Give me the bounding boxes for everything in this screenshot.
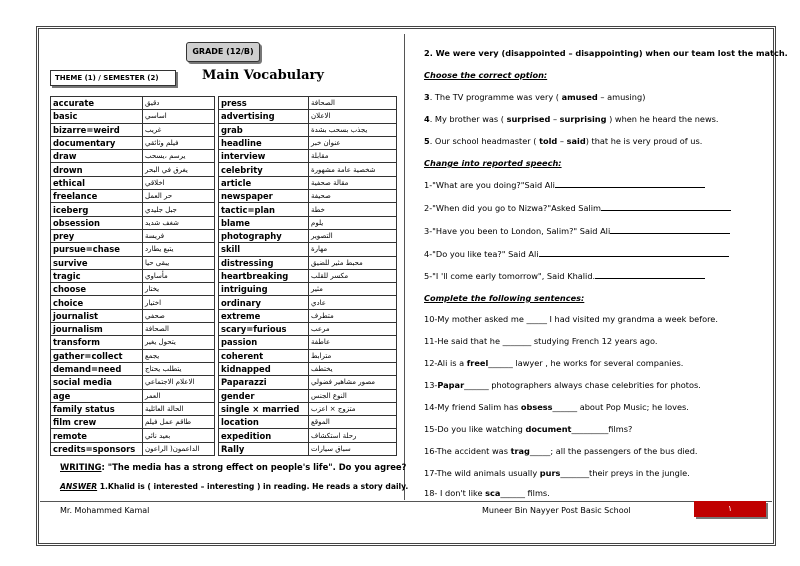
vocab-meaning: مكسر للقلب (309, 269, 397, 282)
reported-5: 5-"I 'll come early tomorrow", Said Khalid. (424, 271, 705, 281)
vocab-meaning: يجذب بسحب بشدة (309, 123, 397, 136)
vocab-meaning: شغف شديد (143, 216, 215, 229)
vocab-meaning: العمر (143, 389, 215, 402)
vocab-word: transform (51, 336, 143, 349)
vocab-word: location (219, 416, 309, 429)
vocab-word: blame (219, 216, 309, 229)
vocab-meaning: يبقى حيا (143, 256, 215, 269)
vocab-meaning: مقابلة (309, 150, 397, 163)
vocab-word: expedition (219, 429, 309, 442)
vocab-meaning: خطة (309, 203, 397, 216)
vocab-row (51, 150, 397, 163)
question-4: 4. My brother was ( surprised – surprising ) when he heard the news. (424, 114, 719, 124)
question-3: 3. The TV programme was very ( amused – amusing) (424, 92, 646, 102)
vocab-meaning: يختار (143, 283, 215, 296)
vocab-meaning: يجمع (143, 349, 215, 362)
vocabulary-table (50, 96, 397, 456)
vocab-word: scary=furious (219, 323, 309, 336)
vocab-meaning: مثير (309, 283, 397, 296)
question-2: 2. We were very (disappointed – disappointing) when our team lost the match. (424, 48, 788, 58)
vocab-meaning: متزوج × اعزب (309, 402, 397, 415)
vocab-word: choose (51, 283, 143, 296)
vocab-meaning: الصحافة (143, 323, 215, 336)
vocab-meaning: رحلة استكشاف (309, 429, 397, 442)
vocab-word: coherent (219, 349, 309, 362)
vocab-word: interview (219, 150, 309, 163)
vocab-word: Paparazzi (219, 376, 309, 389)
vocab-meaning: التصوير (309, 229, 397, 242)
vocab-word: family status (51, 402, 143, 415)
vocab-meaning: يلوم (309, 216, 397, 229)
reported-heading: Change into reported speech: (424, 158, 562, 168)
vocab-meaning: غريب (143, 123, 215, 136)
vocab-word: prey (51, 229, 143, 242)
vocab-row (51, 163, 397, 176)
vocab-row (51, 296, 397, 309)
school-name: Muneer Bin Nayyer Post Basic School (482, 506, 631, 515)
vocab-word: accurate (51, 97, 143, 110)
vocab-word: single × married (219, 402, 309, 415)
vocab-meaning: الاعلان (309, 110, 397, 123)
vocab-meaning: يتطلب يحتاج (143, 362, 215, 375)
vocab-word: draw (51, 150, 143, 163)
vocab-row (51, 136, 397, 149)
vocab-word: gather=collect (51, 349, 143, 362)
vocab-row (51, 389, 397, 402)
vocab-word: survive (51, 256, 143, 269)
vocab-row (51, 269, 397, 282)
vocab-word: choice (51, 296, 143, 309)
vocab-meaning: يختطف (309, 362, 397, 375)
vocab-word: ordinary (219, 296, 309, 309)
reported-4: 4-"Do you like tea?" Said Ali (424, 249, 729, 259)
vocab-row (51, 309, 397, 322)
vocab-word: grab (219, 123, 309, 136)
vocab-word: celebrity (219, 163, 309, 176)
sentence-17: 17-The wild animals usually purs_______their preys in the jungle. (424, 468, 690, 478)
vocab-meaning: مصور مشاهير فضولي (309, 376, 397, 389)
vocab-row (51, 229, 397, 242)
vocab-meaning: اختيار (143, 296, 215, 309)
vocab-meaning: سباق سيارات (309, 442, 397, 455)
vocab-meaning: اساسي (143, 110, 215, 123)
vocab-meaning: متطرف (309, 309, 397, 322)
sentence-16: 16-The accident was trag_____; all the passengers of the bus died. (424, 446, 698, 456)
vocab-word: intriguing (219, 283, 309, 296)
vocab-word: advertising (219, 110, 309, 123)
vocab-meaning: صحفي (143, 309, 215, 322)
sentence-12: 12-Ali is a freel______ lawyer , he works for several companies. (424, 358, 684, 368)
vocab-row (51, 256, 397, 269)
vocab-meaning: الاعلام الاجتماعي (143, 376, 215, 389)
vocab-meaning: الداعمون( الراعون (143, 442, 215, 455)
theme-label: THEME (1) / SEMESTER (2) (50, 70, 176, 86)
vocab-word: photography (219, 229, 309, 242)
vocab-word: obsession (51, 216, 143, 229)
vocab-meaning: الصحافة (309, 97, 397, 110)
vocab-meaning: جبل جليدي (143, 203, 215, 216)
vocab-row (51, 323, 397, 336)
writing-label: WRITING (60, 462, 102, 472)
vocab-word: tactic=plan (219, 203, 309, 216)
vocab-word: Rally (219, 442, 309, 455)
reported-1: 1-"What are you doing?"Said Ali (424, 180, 705, 190)
sentence-11: 11-He said that he _______ studying French 12 years ago. (424, 336, 658, 346)
vocab-word: drown (51, 163, 143, 176)
vocab-meaning: فيلم وثائقي (143, 136, 215, 149)
vocab-row (51, 110, 397, 123)
writing-text: : "The media has a strong effect on people's life". Do you agree? (101, 462, 407, 472)
vocab-row (51, 376, 397, 389)
writing-prompt (60, 462, 406, 472)
vocab-word: documentary (51, 136, 143, 149)
choose-heading: Choose the correct option: (424, 70, 548, 80)
answer-line (60, 482, 408, 491)
vocab-row (51, 283, 397, 296)
complete-heading: Complete the following sentences: (424, 293, 585, 303)
sentence-18: 18- I don't like sca______ films. (424, 488, 550, 498)
sentence-14: 14-My friend Salim has obsess______ about Pop Music; he loves. (424, 402, 689, 412)
reported-3: 3-"Have you been to London, Salim?" Said Ali (424, 226, 730, 236)
vocab-row (51, 97, 397, 110)
column-divider (404, 34, 405, 500)
sentence-13: 13-Papar______ photographers always chase celebrities for photos. (424, 380, 701, 390)
sentence-15: 15-Do you like watching document_________films? (424, 424, 633, 434)
vocab-word: gender (219, 389, 309, 402)
vocab-row (51, 190, 397, 203)
vocab-meaning: الحالة العائلية (143, 402, 215, 415)
vocab-word: passion (219, 336, 309, 349)
vocab-meaning: مقالة صحفية (309, 176, 397, 189)
vocab-row (51, 362, 397, 375)
vocab-word: distressing (219, 256, 309, 269)
vocab-word: social media (51, 376, 143, 389)
vocab-word: age (51, 389, 143, 402)
vocab-meaning: شخصية عامة مشهورة (309, 163, 397, 176)
vocab-word: press (219, 97, 309, 110)
vocab-row (51, 216, 397, 229)
vocab-meaning: يغرق في البحر (143, 163, 215, 176)
vocab-meaning: دقيق (143, 97, 215, 110)
answer-label: ANSWER (60, 482, 98, 491)
vocab-meaning: بعيد نائي (143, 429, 215, 442)
vocab-meaning: عنوان خبر (309, 136, 397, 149)
vocab-row (51, 349, 397, 362)
vocab-word: headline (219, 136, 309, 149)
vocab-meaning: عاطفة (309, 336, 397, 349)
vocab-word: journalist (51, 309, 143, 322)
vocab-meaning: يتحول يغير (143, 336, 215, 349)
vocab-meaning: طاقم عمل فيلم (143, 416, 215, 429)
vocab-word: remote (51, 429, 143, 442)
vocab-meaning: صحيفة (309, 190, 397, 203)
footer-rule (40, 501, 772, 502)
vocab-word: credits=sponsors (51, 442, 143, 455)
vocab-word: tragic (51, 269, 143, 282)
vocab-meaning: عادي (309, 296, 397, 309)
vocab-row (51, 123, 397, 136)
vocab-meaning: الموقع (309, 416, 397, 429)
answer-text: 1.Khalid is ( interested – interesting ) in reading. He reads a story daily. (97, 482, 409, 491)
vocab-row (51, 176, 397, 189)
vocab-word: extreme (219, 309, 309, 322)
vocab-row (51, 402, 397, 415)
vocab-meaning: فريسة (143, 229, 215, 242)
page-number: ١ (694, 501, 766, 517)
vocab-meaning: مرعب (309, 323, 397, 336)
vocab-word: film crew (51, 416, 143, 429)
vocab-row (51, 416, 397, 429)
vocab-word: freelance (51, 190, 143, 203)
vocab-meaning: حر العمل (143, 190, 215, 203)
question-5: 5. Our school headmaster ( told – said) that he is very proud of us. (424, 136, 703, 146)
vocab-word: demand=need (51, 362, 143, 375)
vocab-meaning: محبط مثير للضيق (309, 256, 397, 269)
vocab-meaning: مترابط (309, 349, 397, 362)
sentence-10: 10-My mother asked me _____ I had visited my grandma a week before. (424, 314, 718, 324)
vocab-row (51, 203, 397, 216)
vocab-word: skill (219, 243, 309, 256)
vocab-word: kidnapped (219, 362, 309, 375)
vocab-word: iceberg (51, 203, 143, 216)
vocab-row (51, 442, 397, 455)
vocab-word: journalism (51, 323, 143, 336)
vocab-row (51, 243, 397, 256)
vocab-word: newspaper (219, 190, 309, 203)
vocab-meaning: مهارة (309, 243, 397, 256)
vocab-meaning: يتبع يطارد (143, 243, 215, 256)
vocab-word: basic (51, 110, 143, 123)
teacher-name: Mr. Mohammed Kamal (60, 506, 150, 515)
vocab-word: ethical (51, 176, 143, 189)
vocab-word: pursue=chase (51, 243, 143, 256)
vocab-row (51, 429, 397, 442)
reported-2: 2-"When did you go to Nizwa?"Asked Salim (424, 203, 731, 213)
vocab-meaning: اخلاقي (143, 176, 215, 189)
vocab-meaning: مأساوي (143, 269, 215, 282)
vocab-word: article (219, 176, 309, 189)
vocab-meaning: يرسم ،يسحب (143, 150, 215, 163)
vocab-row (51, 336, 397, 349)
grade-label: GRADE (12/B) (186, 42, 260, 62)
vocab-word: bizarre=weird (51, 123, 143, 136)
vocab-word: heartbreaking (219, 269, 309, 282)
vocab-meaning: النوع الجنس (309, 389, 397, 402)
page-title: Main Vocabulary (202, 68, 324, 83)
